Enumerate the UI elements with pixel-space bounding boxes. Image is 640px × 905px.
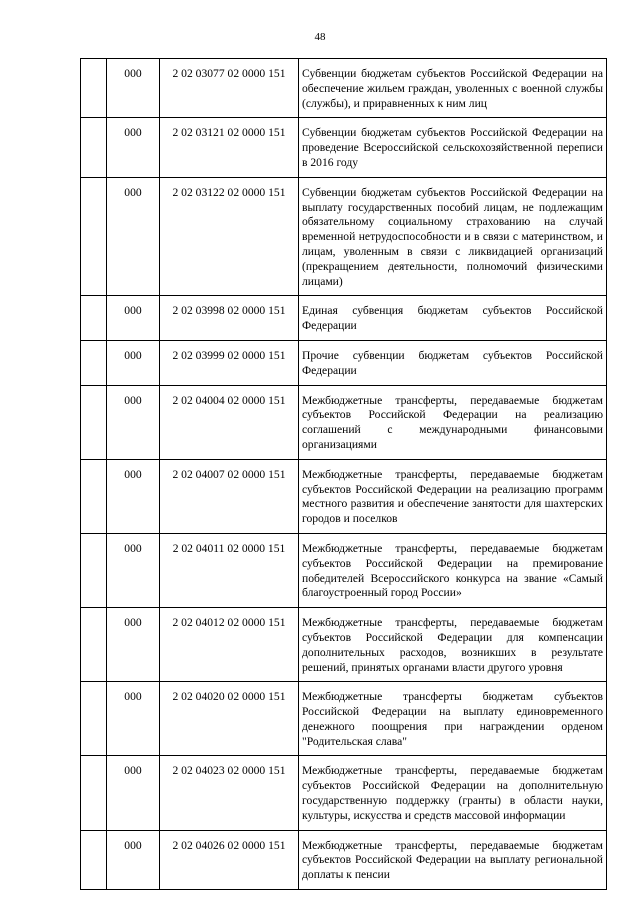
revenue-name-cell: Межбюджетные трансферты, передаваемые бюджетам субъектов Российской Федерации на реализацию программ местного развития и обеспечение занятости для шахтерских городов и поселков [299,459,607,533]
page-number: 48 [314,31,326,43]
table-row [81,608,607,682]
admin-code-cell: 000 [107,385,160,459]
revenue-name-cell: Единая субвенция бюджетам субъектов Российской Федерации [299,296,607,341]
revenue-code-cell: 2 02 04011 02 0000 151 [160,533,299,607]
table-row [81,59,607,118]
table-body [81,59,607,890]
revenue-name-cell: Субвенции бюджетам субъектов Российской Федерации на обеспечение жильем граждан, уволенных с военной службы (службы), и приравненных к ним лиц [299,59,607,118]
revenue-code-cell: 2 02 03999 02 0000 151 [160,340,299,385]
admin-code-cell: 000 [107,459,160,533]
blank-cell [81,459,107,533]
admin-code-cell: 000 [107,608,160,682]
blank-cell [81,340,107,385]
revenue-name-cell: Межбюджетные трансферты бюджетам субъектов Российской Федерации на выплату единовременного денежного поощрения при награждении орденом "Родительская слава" [299,682,607,756]
revenue-name-cell: Субвенции бюджетам субъектов Российской Федерации на выплату государственных пособий лицам, не подлежащим обязательному социальному страхованию на случай временной нетрудоспособности и в связи с материнством, и лицам, уволенным в связи с ликвидацией организаций (прекращением деятельности, полномочий физическими лицами) [299,177,607,296]
blank-cell [81,756,107,830]
admin-code-cell: 000 [107,830,160,889]
revenue-code-cell: 2 02 03998 02 0000 151 [160,296,299,341]
table-row [81,830,607,889]
table-row [81,756,607,830]
revenue-code-cell: 2 02 03121 02 0000 151 [160,118,299,177]
revenue-name-cell: Межбюджетные трансферты, передаваемые бюджетам субъектов Российской Федерации на реализацию соглашений с международными финансовыми организациями [299,385,607,459]
admin-code-cell: 000 [107,59,160,118]
admin-code-cell: 000 [107,533,160,607]
blank-cell [81,118,107,177]
revenue-code-cell: 2 02 04026 02 0000 151 [160,830,299,889]
table-row [81,118,607,177]
revenue-code-cell: 2 02 04004 02 0000 151 [160,385,299,459]
admin-code-cell: 000 [107,756,160,830]
table-row [81,385,607,459]
blank-cell [81,608,107,682]
revenue-code-cell: 2 02 04007 02 0000 151 [160,459,299,533]
blank-cell [81,385,107,459]
table-row [81,682,607,756]
blank-cell [81,59,107,118]
table-row [81,296,607,341]
admin-code-cell: 000 [107,682,160,756]
admin-code-cell: 000 [107,296,160,341]
blank-cell [81,296,107,341]
revenue-name-cell: Межбюджетные трансферты, передаваемые бюджетам субъектов Российской Федерации на премирование победителей Всероссийского конкурса на звание «Самый благоустроенный город России» [299,533,607,607]
budget-classification-table [80,58,607,890]
revenue-code-cell: 2 02 04012 02 0000 151 [160,608,299,682]
table-row [81,533,607,607]
table-row [81,340,607,385]
revenue-name-cell: Межбюджетные трансферты, передаваемые бюджетам субъектов Российской Федерации для компенсации дополнительных расходов, возникших в результате решений, принятых органами власти другого уровня [299,608,607,682]
admin-code-cell: 000 [107,340,160,385]
revenue-name-cell: Прочие субвенции бюджетам субъектов Российской Федерации [299,340,607,385]
admin-code-cell: 000 [107,177,160,296]
blank-cell [81,177,107,296]
revenue-code-cell: 2 02 03122 02 0000 151 [160,177,299,296]
revenue-code-cell: 2 02 04023 02 0000 151 [160,756,299,830]
revenue-code-cell: 2 02 03077 02 0000 151 [160,59,299,118]
blank-cell [81,830,107,889]
revenue-name-cell: Межбюджетные трансферты, передаваемые бюджетам субъектов Российской Федерации на дополнительную государственную поддержку (гранты) в области науки, культуры, искусства и средств массовой информации [299,756,607,830]
blank-cell [81,682,107,756]
revenue-name-cell: Межбюджетные трансферты, передаваемые бюджетам субъектов Российской Федерации на выплату региональной доплаты к пенсии [299,830,607,889]
revenue-name-cell: Субвенции бюджетам субъектов Российской Федерации на проведение Всероссийской сельскохозяйственной переписи в 2016 году [299,118,607,177]
revenue-code-cell: 2 02 04020 02 0000 151 [160,682,299,756]
table-row [81,177,607,296]
admin-code-cell: 000 [107,118,160,177]
blank-cell [81,533,107,607]
table-row [81,459,607,533]
